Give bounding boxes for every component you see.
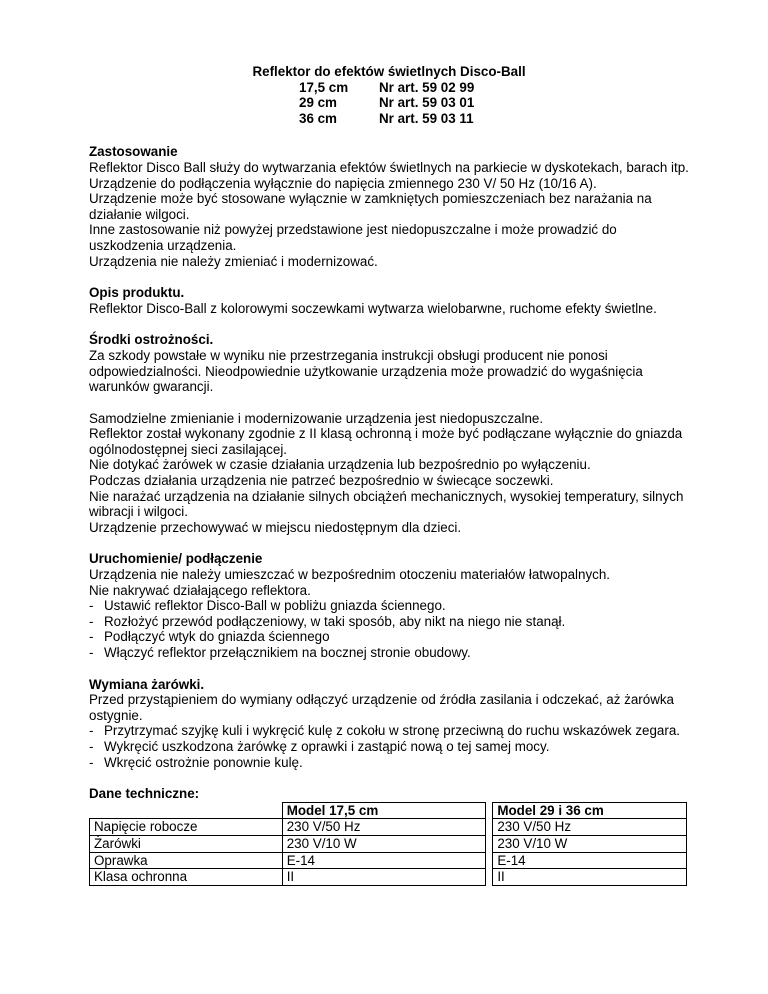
dash: - <box>89 738 94 754</box>
table-cell: 230 V/10 W <box>493 835 687 852</box>
paragraph: Samodzielne zmienianie i modernizowanie urządzenia jest niedopuszczalne. <box>89 410 544 426</box>
list-item-text: Włączyć reflektor przełącznikiem na bocznej stronie obudowy. <box>104 645 471 660</box>
section-heading: Opis produktu. <box>89 285 185 301</box>
section-dane <box>89 786 689 886</box>
article-size: 36 cm <box>299 110 337 126</box>
article-row <box>89 80 689 96</box>
paragraph: Reflektor Disco-Ball z kolorowymi soczewkami wytwarza wielobarwne, ruchome efekty świetlne. <box>89 300 657 316</box>
article-row <box>89 111 689 127</box>
section-zastosowanie <box>89 144 689 269</box>
table-row-label: Oprawka <box>90 852 283 869</box>
list-item-text: Wkręcić ostrożnie ponownie kulę. <box>104 754 303 770</box>
dash: - <box>89 613 94 629</box>
table-row <box>90 869 687 886</box>
article-number: Nr art. 59 03 11 <box>379 110 474 126</box>
document-title: Reflektor do efektów świetlnych Disco-Ball <box>252 64 526 79</box>
table-row <box>90 835 687 852</box>
table-row-label: Klasa ochronna <box>90 869 283 886</box>
table-header-model-b: Model 29 i 36 cm <box>493 802 687 819</box>
section-heading: Uruchomienie/ podłączenie <box>89 551 263 567</box>
table-row-label: Żarówki <box>90 835 283 852</box>
section-heading: Wymiana żarówki. <box>89 676 205 692</box>
section-heading: Środki ostrożności. <box>89 332 214 348</box>
gap-cell <box>486 852 493 869</box>
dash: - <box>89 598 94 614</box>
article-size: 17,5 cm <box>299 79 349 95</box>
dash: - <box>89 645 94 660</box>
list-item <box>89 755 689 771</box>
section-heading: Zastosowanie <box>89 144 178 160</box>
table-row <box>90 819 687 836</box>
article-size: 29 cm <box>299 95 337 111</box>
section-heading: Dane techniczne: <box>89 786 200 802</box>
section-wymiana <box>89 677 689 771</box>
list-item <box>89 614 689 630</box>
table-cell: II <box>493 869 687 886</box>
paragraph: Za szkody powstałe w wyniku nie przestrzegania instrukcji obsługi producent nie ponosi odpowiedzialności. Nieodpowiednie użytkowanie urządzenia może prowadzić do wygaśnięcia warunków gwarancji. <box>89 347 643 395</box>
list-item <box>89 598 689 614</box>
paragraph: Urządzenia nie należy zmieniać i modernizować. <box>89 253 378 269</box>
table-cell: 230 V/50 Hz <box>282 819 486 836</box>
gap-cell <box>486 869 493 886</box>
tech-table <box>89 802 687 886</box>
paragraph: Nie nakrywać działającego reflektora. <box>89 582 311 598</box>
table-header-model-a: Model 17,5 cm <box>282 802 486 819</box>
paragraph: Urządzenie może być stosowane wyłącznie w zamkniętych pomieszczeniach bez narażania na działanie wilgoci. <box>89 191 652 222</box>
section-opis <box>89 285 689 316</box>
article-row <box>89 95 689 111</box>
table-cell: 230 V/50 Hz <box>493 819 687 836</box>
list-item-text: Ustawić reflektor Disco-Ball w pobliżu gniazda ściennego. <box>104 598 446 614</box>
list-item-text: Wykręcić uszkodzona żarówkę z oprawki i zastąpić nową o tej samej mocy. <box>104 738 550 754</box>
list-item-text: Przytrzymać szyjkę kuli i wykręcić kulę z cokołu w stronę przeciwną do ruchu wskazówek zegara. <box>104 723 680 739</box>
list-item <box>89 723 689 739</box>
dash: - <box>89 754 94 770</box>
table-cell: E-14 <box>493 852 687 869</box>
paragraph: Inne zastosowanie niż powyżej przedstawione jest niedopuszczalne i może prowadzić do uszkodzenia urządzenia. <box>89 222 617 253</box>
paragraph: Reflektor został wykonany zgodnie z II klasą ochronną i może być podłączane wyłącznie do gniazda ogólnodostępnej sieci zasilającej. <box>89 426 683 457</box>
article-number: Nr art. 59 02 99 <box>379 79 475 95</box>
list-item-text: Podłączyć wtyk do gniazda ściennego <box>104 629 330 645</box>
paragraph: Przed przystąpieniem do wymiany odłączyć urządzenie od źródła zasilania i odczekać, aż żarówka ostygnie. <box>89 692 675 723</box>
paragraph: Reflektor Disco Ball służy do wytwarzania efektów świetlnych na parkiecie w dyskotekach, barach itp. <box>89 159 689 175</box>
section-uruchomienie <box>89 551 689 660</box>
table-row-label: Napięcie robocze <box>90 819 283 836</box>
table-cell: E-14 <box>282 852 486 869</box>
section-srodki <box>89 332 689 394</box>
table-header-row <box>90 802 687 819</box>
paragraph: Nie dotykać żarówek w czasie działania urządzenia lub bezpośrednio po wyłączeniu. <box>89 457 591 473</box>
dash: - <box>89 629 94 645</box>
paragraph: Urządzenie do podłączenia wyłącznie do napięcia zmiennego 230 V/ 50 Hz (10/16 A). <box>89 175 597 191</box>
dash: - <box>89 723 94 739</box>
table-row <box>90 852 687 869</box>
list-item <box>89 645 689 661</box>
table-cell: 230 V/10 W <box>282 835 486 852</box>
paragraph: Podczas działania urządzenia nie patrzeć bezpośrednio w świecące soczewki. <box>89 473 554 489</box>
paragraph: Nie narażać urządzenia na działanie silnych obciążeń mechanicznych, wysokiej temperatury, silnych wibracji i wilgoci. <box>89 488 684 520</box>
paragraph: Urządzenia nie należy umieszczać w bezpośrednim otoczeniu materiałów łatwopalnych. <box>89 567 610 583</box>
article-number: Nr art. 59 03 01 <box>379 95 475 111</box>
empty-cell <box>90 802 283 819</box>
table-cell: II <box>282 869 486 886</box>
document-page <box>89 64 689 886</box>
list-item <box>89 629 689 645</box>
gap-cell <box>486 802 493 819</box>
list-item-text: Rozłożyć przewód podłączeniowy, w taki sposób, aby nikt na niego nie stanął. <box>104 613 566 629</box>
section-srodki-details <box>89 411 689 536</box>
gap-cell <box>486 835 493 852</box>
gap-cell <box>486 819 493 836</box>
paragraph: Urządzenie przechowywać w miejscu niedostępnym dla dzieci. <box>89 519 462 535</box>
list-item <box>89 739 689 755</box>
